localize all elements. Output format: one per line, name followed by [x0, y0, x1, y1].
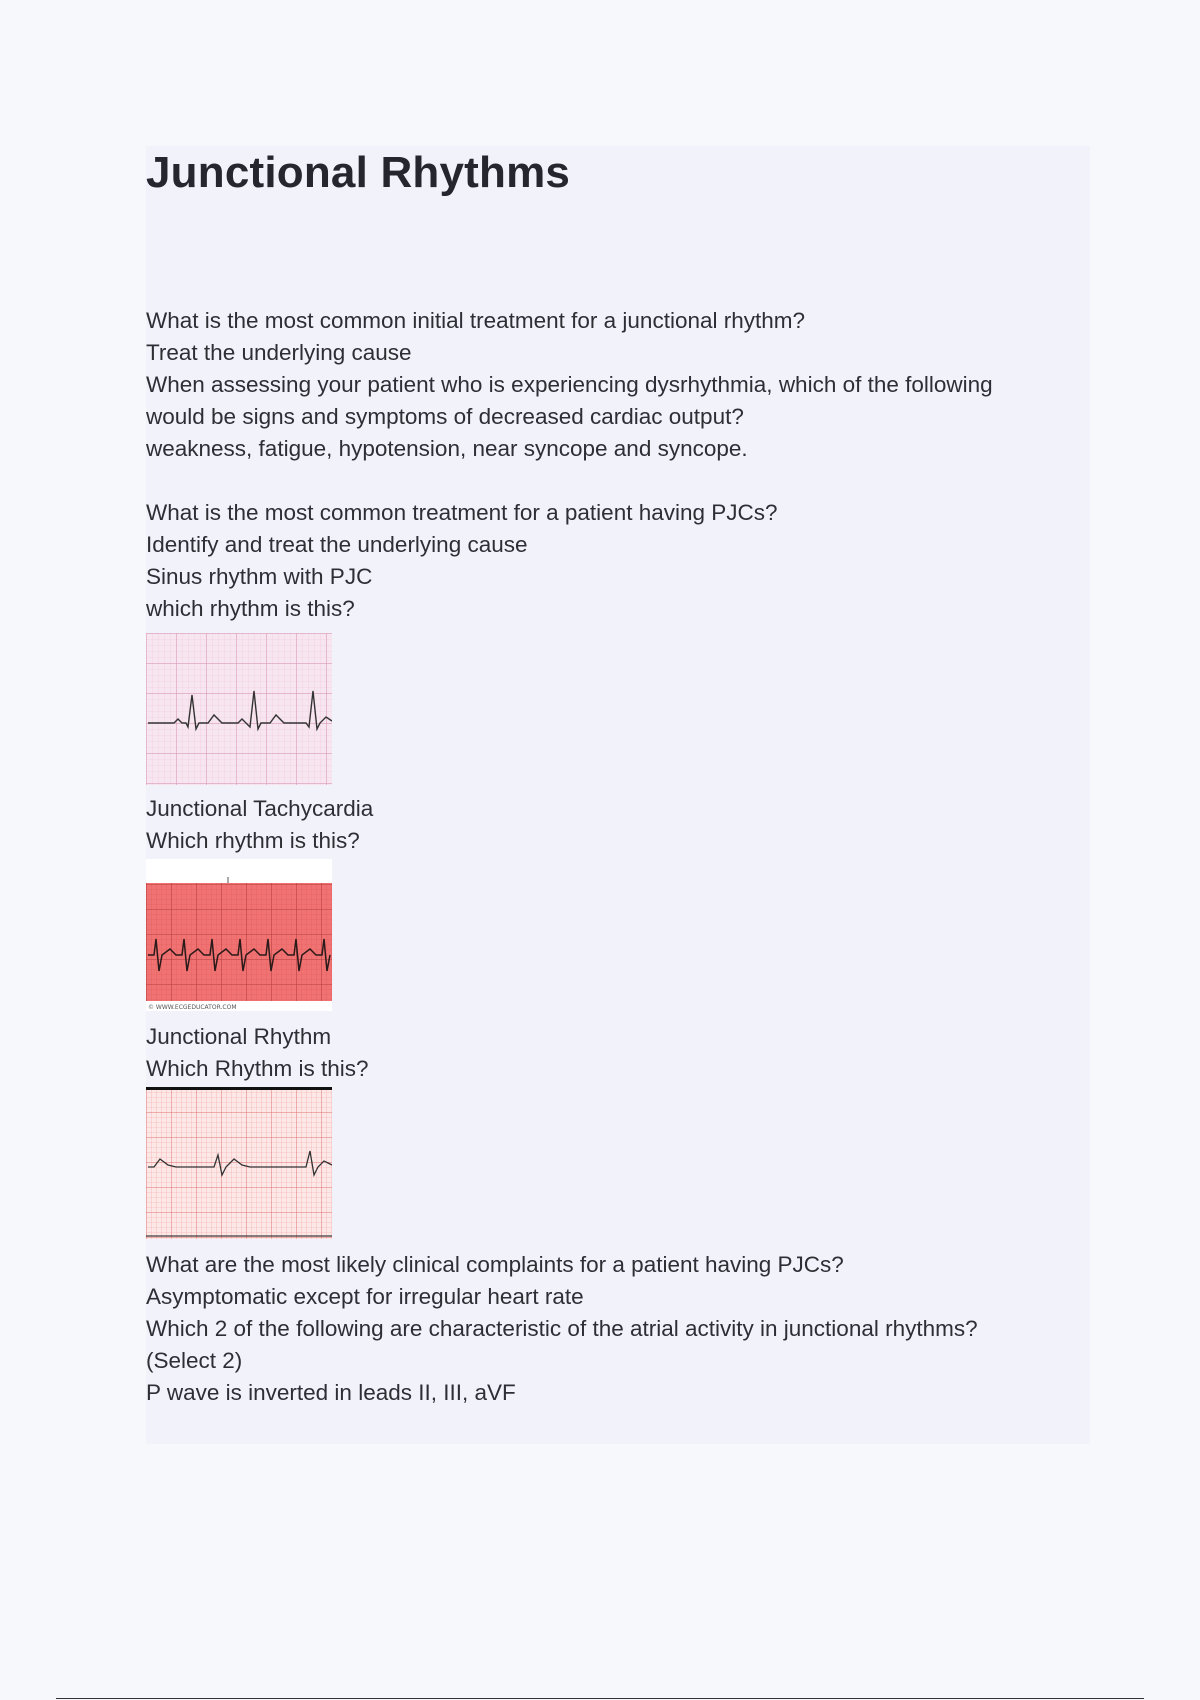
answer-text: Asymptomatic except for irregular heart rate: [146, 1284, 584, 1309]
question-text: Which rhythm is this?: [146, 828, 360, 853]
question-text: What is the most common treatment for a patient having PJCs?: [146, 500, 778, 525]
answer-text: Treat the underlying cause: [146, 340, 412, 365]
question-text: Which 2 of the following are characteristic of the atrial activity in junctional rhythms?: [146, 1316, 978, 1341]
watermark-text: © WWW.ECGEDUCATOR.COM: [148, 1004, 237, 1011]
answer-text: P wave is inverted in leads II, III, aVF: [146, 1380, 516, 1405]
ecg-strip-image: [146, 633, 332, 785]
question-text: would be signs and symptoms of decreased cardiac output?: [146, 404, 744, 429]
answer-text: weakness, fatigue, hypotension, near syncope and syncope.: [146, 436, 748, 461]
page-title: Junctional Rhythms: [146, 148, 571, 197]
answer-text: Identify and treat the underlying cause: [146, 532, 528, 557]
question-text: Which Rhythm is this?: [146, 1056, 369, 1081]
question-text: What is the most common initial treatment for a junctional rhythm?: [146, 308, 806, 333]
question-text: (Select 2): [146, 1348, 243, 1373]
answer-text: Junctional Tachycardia: [146, 796, 374, 821]
question-text: What are the most likely clinical complaints for a patient having PJCs?: [146, 1252, 844, 1277]
ecg-strip-image: [146, 859, 332, 1011]
answer-text: Junctional Rhythm: [146, 1024, 332, 1049]
answer-text: Sinus rhythm with PJC: [146, 564, 373, 589]
footer-divider: [56, 1698, 1144, 1699]
question-text: which rhythm is this?: [146, 596, 355, 621]
question-text: When assessing your patient who is experiencing dysrhythmia, which of the following: [146, 372, 993, 397]
ecg-strip-image: [146, 1087, 332, 1239]
